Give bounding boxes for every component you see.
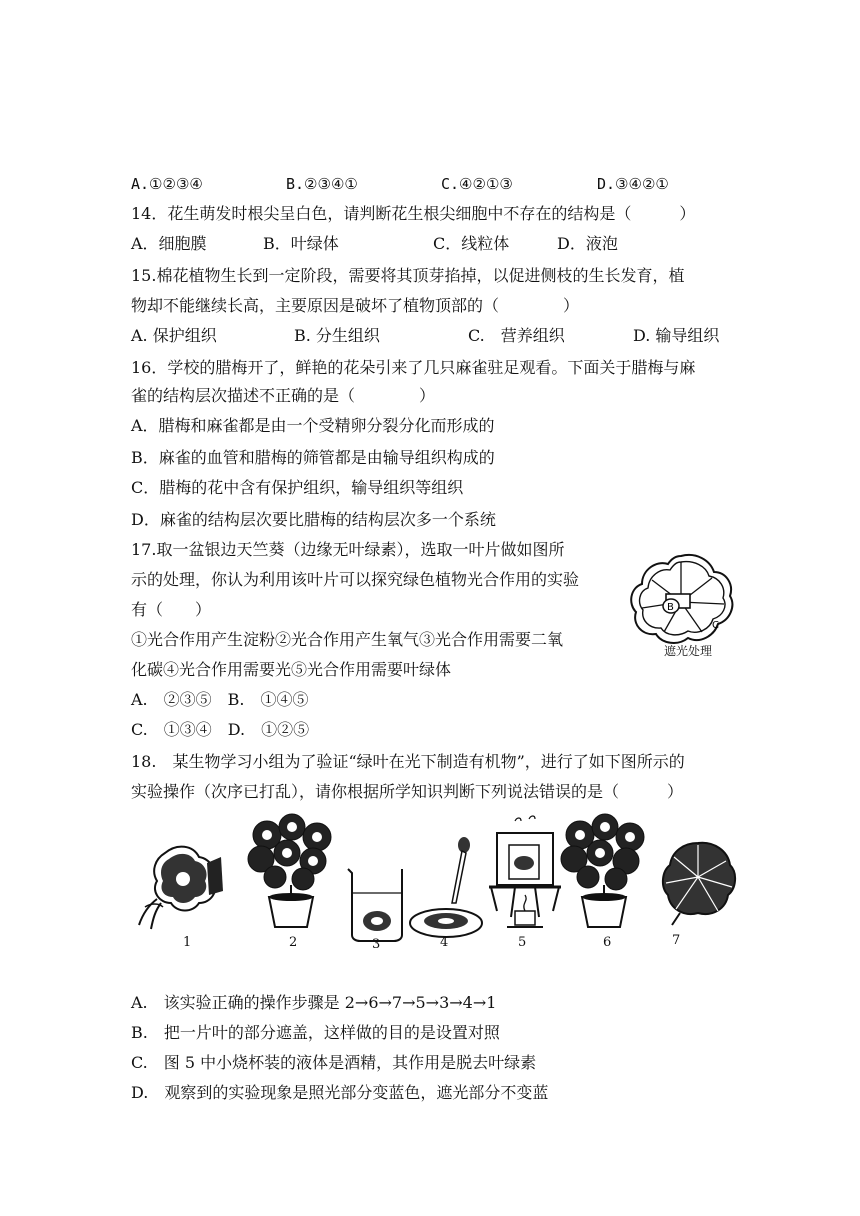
q14-option-a[interactable]: A．细胞膜 [131,234,207,253]
step-number-2: 2 [289,935,298,950]
q15-stem-line1: 15.棉花植物生长到一定阶段，需要将其顶芽掐掉，以促进侧枝的生长发育，植 [131,266,685,285]
q16-option-a[interactable]: A．腊梅和麻雀都是由一个受精卵分裂分化而形成的 [131,416,495,435]
leaf-figure-caption: 遮光处理 [664,644,713,658]
step5-water-bath-icon [485,815,565,935]
q18-stem-line2: 实验操作（次序已打乱），请你根据所学知识判断下列说法错误的是（ ） [131,782,684,801]
q17-items-line2: 化碳④光合作用需要光⑤光合作用需要叶绿体 [131,660,452,679]
q17-figure [626,548,736,658]
q16-option-c[interactable]: C．腊梅的花中含有保护组织，输导组织等组织 [131,478,464,497]
q13-option-b[interactable]: B.②③④① [286,175,358,193]
step-number-1: 1 [183,935,192,950]
q18-option-d[interactable]: D. 观察到的实验现象是照光部分变蓝色，遮光部分不变蓝 [131,1083,549,1102]
q17-options-line2[interactable]: C. ①③④ D. ①②⑤ [131,720,310,739]
q15-option-c[interactable]: C. 营养组织 [468,326,565,345]
q17-stem-line2: 示的处理，你认为利用该叶片可以探究绿色植物光合作用的实验 [131,570,580,589]
step-number-3: 3 [372,937,381,952]
q17-options-line1[interactable]: A. ②③⑤ B. ①④⑤ [131,690,309,709]
q18-stem-line1: 18. 某生物学习小组为了验证“绿叶在光下制造有机物”，进行了如下图所示的 [131,752,685,771]
q17-items-line1: ①光合作用产生淀粉②光合作用产生氧气③光合作用需要二氧 [131,630,564,649]
q18-option-c[interactable]: C. 图 5 中小烧杯装的液体是酒精，其作用是脱去叶绿素 [131,1053,537,1072]
q14-option-b[interactable]: B．叶绿体 [263,234,339,253]
q15-option-a[interactable]: A. 保护组织 [131,326,217,345]
q17-stem-line1: 17.取一盆银边天竺葵（边缘无叶绿素），选取一叶片做如图所 [131,540,565,559]
step-number-6: 6 [603,935,612,950]
q16-option-d[interactable]: D．麻雀的结构层次要比腊梅的结构层次多一个系统 [131,510,496,529]
leaf-figure [626,548,736,648]
q14-option-c[interactable]: C．线粒体 [433,234,510,253]
q15-option-b[interactable]: B. 分生组织 [294,326,380,345]
q13-option-a[interactable]: A.①②③④ [131,175,203,193]
step7-leaf-icon [658,837,738,927]
step6-potted-plant-icon [560,815,650,930]
q18-option-b[interactable]: B. 把一片叶的部分遮盖，这样做的目的是设置对照 [131,1023,500,1042]
q13-option-d[interactable]: D.③④②① [597,175,669,193]
step-number-4: 4 [440,935,449,950]
q17-stem-line3: 有（ ） [131,600,212,619]
q15-option-d[interactable]: D. 输导组织 [633,326,720,345]
q18-option-a[interactable]: A. 该实验正确的操作步骤是 2→6→7→5→3→4→1 [131,993,497,1012]
leaf-label-b: B [667,602,674,613]
q16-stem-line2: 雀的结构层次描述不正确的是（ ） [131,386,436,405]
q18-figure [130,815,740,955]
leaf-label-c: C [712,620,719,631]
step1-leaf-covering-icon [135,833,235,933]
step4-dropper-dish-icon [406,833,486,943]
step-number-7: 7 [672,933,681,948]
step-number-5: 5 [518,935,527,950]
q13-option-c[interactable]: C.④②①③ [441,175,513,193]
q14-stem: 14．花生萌发时根尖呈白色，请判断花生根尖细胞中不存在的结构是（ ） [131,204,696,223]
step3-beaker-icon [342,863,412,943]
q15-stem-line2: 物却不能继续长高，主要原因是破坏了植物顶部的（ ） [131,296,580,315]
q16-stem-line1: 16．学校的腊梅开了，鲜艳的花朵引来了几只麻雀驻足观看。下面关于腊梅与麻 [131,358,696,377]
q16-option-b[interactable]: B．麻雀的血管和腊梅的筛管都是由输导组织构成的 [131,448,495,467]
q14-option-d[interactable]: D．液泡 [557,234,618,253]
step2-potted-plant-icon [247,815,337,930]
